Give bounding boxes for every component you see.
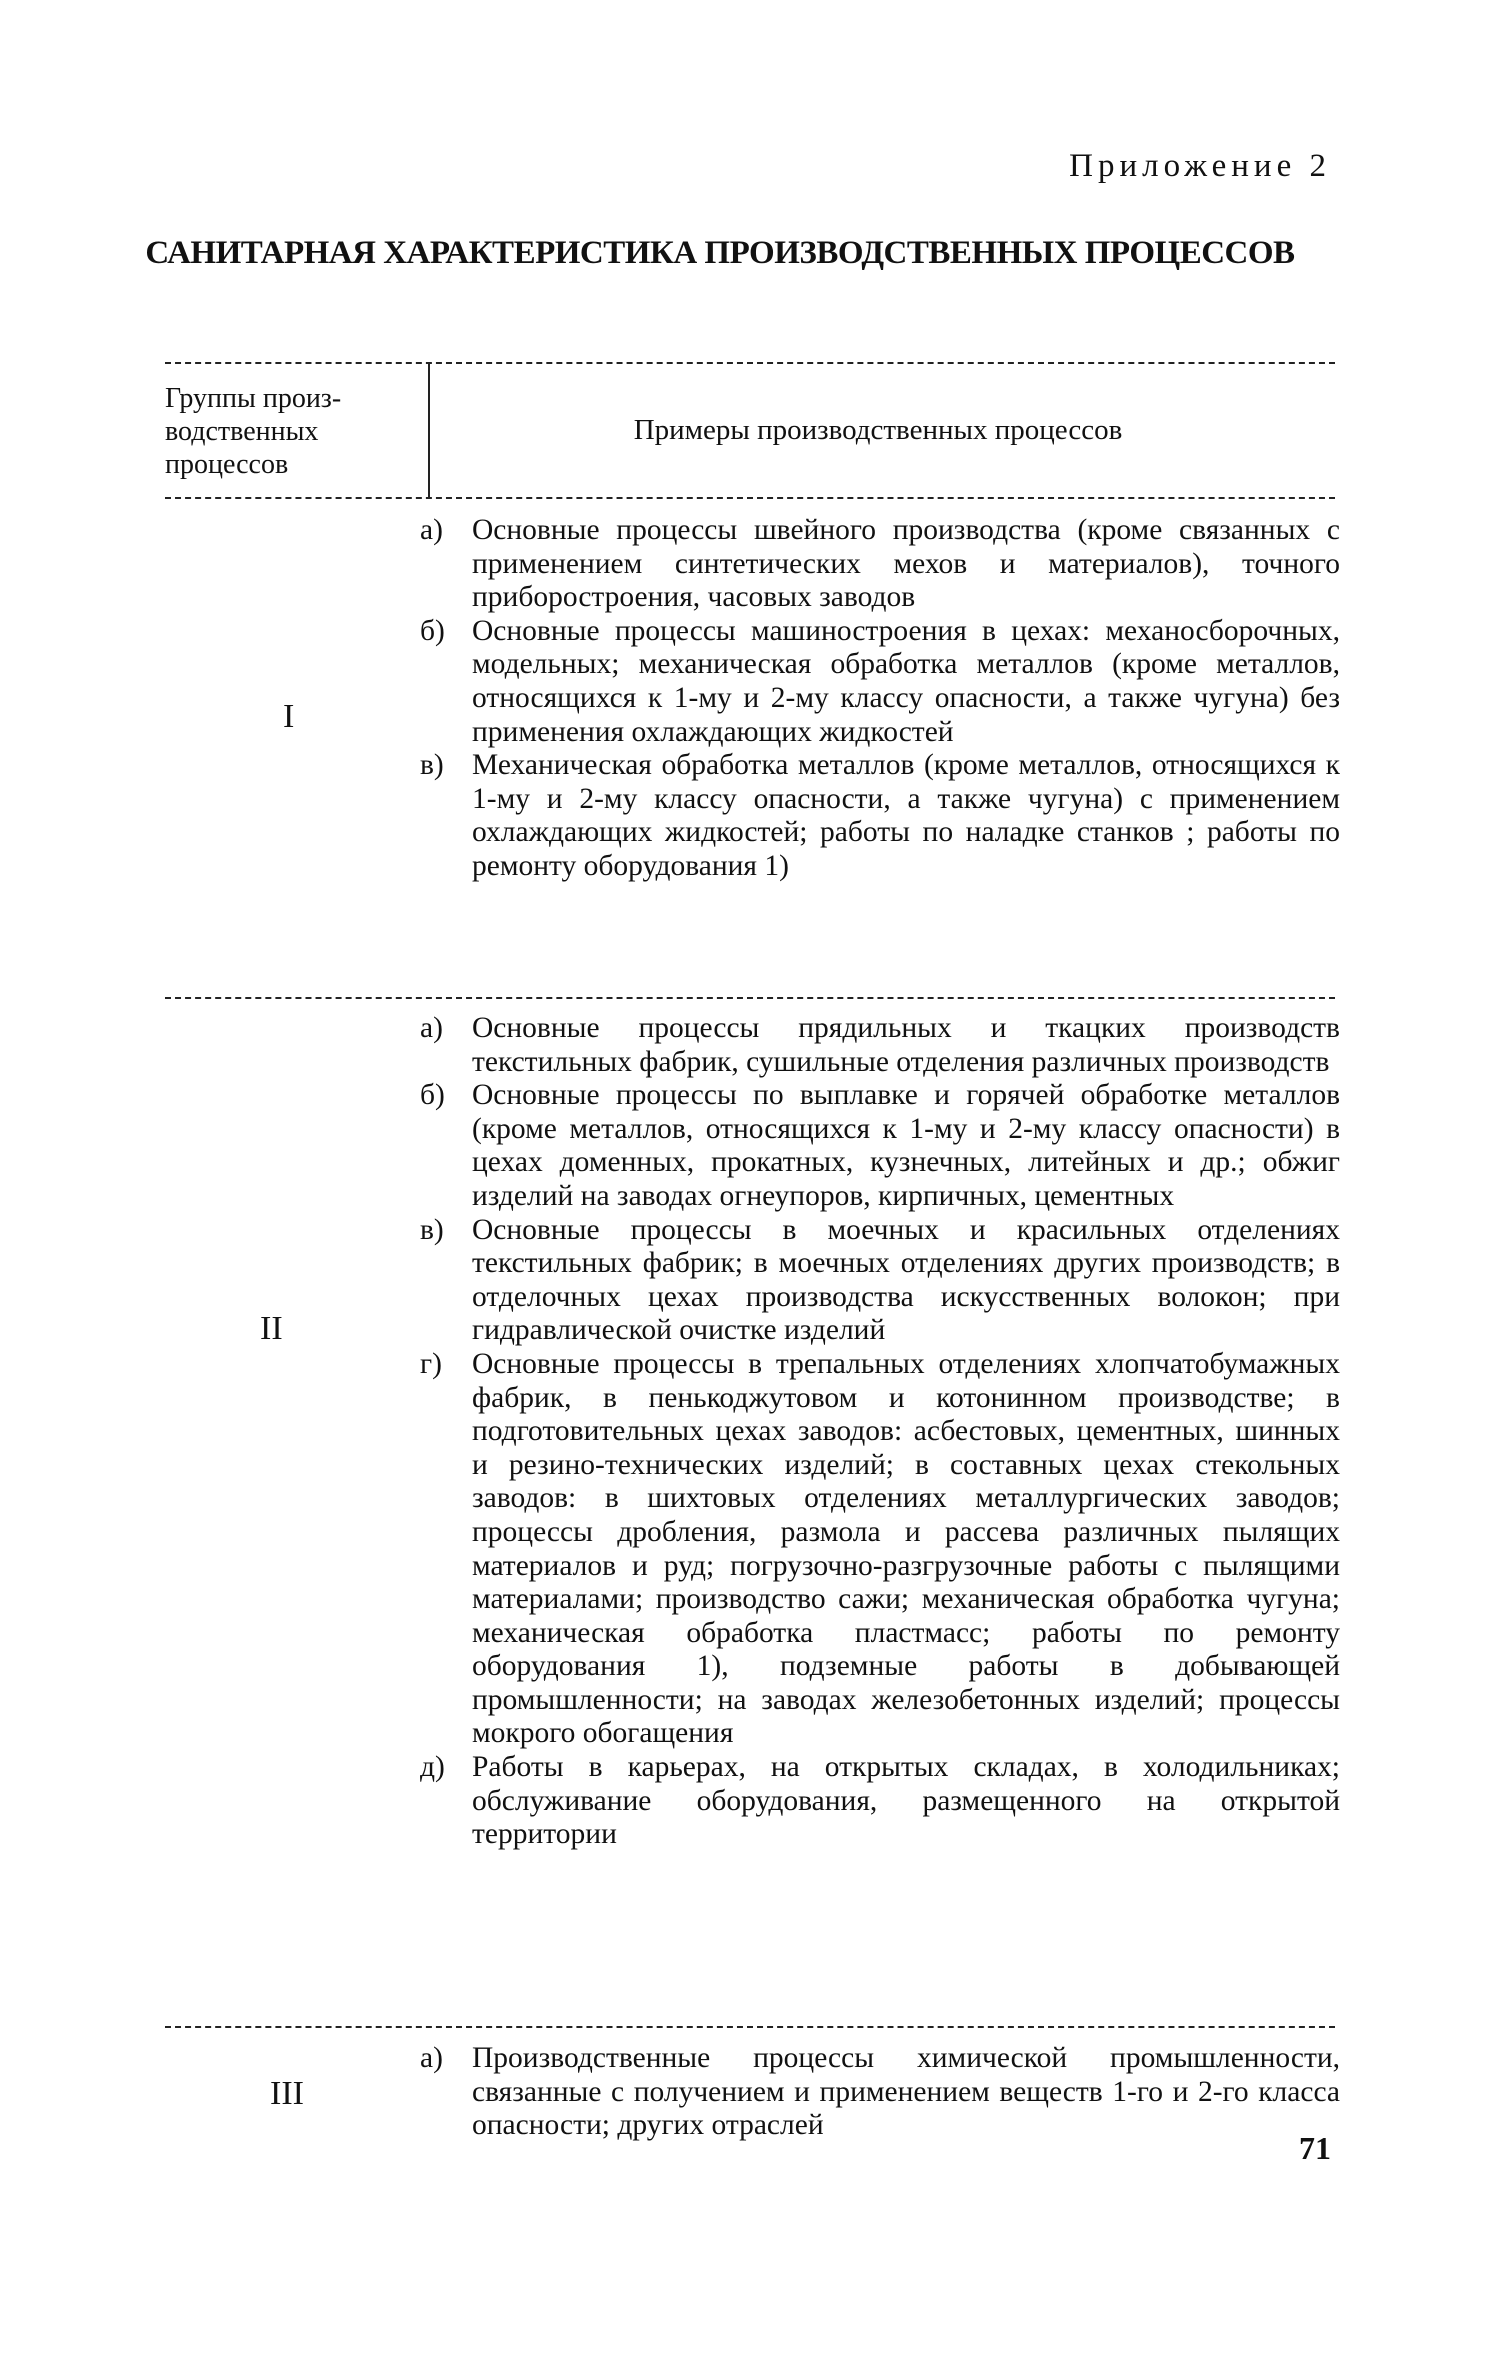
- group-divider-rule: [165, 2026, 1335, 2028]
- item-text: Производственные процессы химической промышленности, связанные с получением и применением веществ 1-го и 2-го класса опасности; других отраслей: [472, 2042, 1340, 2142]
- item-letter: г): [420, 1347, 442, 1380]
- list-item: [420, 615, 1340, 749]
- header-examples-cell: Примеры производственных процессов: [633, 414, 1123, 446]
- group-label-2: II: [260, 1310, 283, 1347]
- item-text: Механическая обработка металлов (кроме металлов, относящихся к 1-му и 2-му классу опасности, а также чугуна) с применением охлаждающих жидкостей; работы по наладке станков ; работы по ремонту оборудования 1): [472, 749, 1340, 882]
- group-divider-rule: [165, 997, 1335, 999]
- group-label-3: III: [270, 2075, 304, 2112]
- group-label-1: I: [283, 698, 295, 735]
- group-3-items: [420, 2042, 1340, 2143]
- list-item: [420, 514, 1340, 615]
- table-top-rule: [165, 362, 1335, 364]
- header-bottom-rule: [165, 497, 1335, 499]
- item-letter: д): [420, 1751, 445, 1784]
- list-item: [420, 2042, 1340, 2143]
- list-item: [420, 1079, 1340, 1213]
- item-text: Основные процессы машиностроения в цехах: механосборочных, модельных; механическая обработка металлов (кроме металлов, относящихся к 1-му и 2-му классу опасности, а также чугуна) без применения охлаждающих жидкостей: [472, 614, 1340, 748]
- item-letter: в): [420, 1213, 444, 1246]
- item-text: Основные процессы в трепальных отделениях хлопчатобумажных фабрик, в пенькоджутовом и котонинном производстве; в подготовительных цехах заводов: асбестовых, цементных, шинных и резино-технических изделий; в составных цехах стекольных заводов: в шихтовых отделениях металлургических заводов; процессы дробления, размола и рассева различных пылящих материалов и руд; погрузочно-разгрузочные работы с пылящими материалами; производство сажи; механическая обработка чугуна; механическая обработка пластмасс; работы по ремонту оборудования 1), подземные работы в добывающей промышленности; на заводах железобетонных изделий; процессы мокрого обогащения: [472, 1347, 1340, 1750]
- item-letter: а): [420, 2042, 443, 2074]
- item-text: Основные процессы прядильных и ткацких производств текстильных фабрик, сушильные отделения различных производств: [472, 1012, 1340, 1078]
- list-item: [420, 1214, 1340, 1348]
- group-2-items: [420, 1012, 1340, 1852]
- item-letter: в): [420, 749, 444, 782]
- item-letter: а): [420, 514, 443, 546]
- item-letter: б): [420, 614, 445, 647]
- header-groups-cell: Группы произ-водственных процессов: [165, 383, 342, 480]
- list-item: [420, 749, 1340, 883]
- list-item: [420, 1751, 1340, 1852]
- group-1-items: [420, 514, 1340, 884]
- item-text: Основные процессы швейного производства (кроме связанных с применением синтетических мехов и материалов), точного приборостроения, часовых заводов: [472, 514, 1340, 614]
- appendix-label: Приложение 2: [1069, 148, 1331, 184]
- page-number: 71: [1299, 2130, 1331, 2166]
- item-text: Основные процессы по выплавке и горячей обработке металлов (кроме металлов, относящихся к 1-му и 2-му классу опасности) в цехах доменных, прокатных, кузнечных, литейных и др.; обжиг изделий на заводах огнеупоров, кирпичных, цементных: [472, 1079, 1340, 1212]
- list-item: [420, 1348, 1340, 1751]
- list-item: [420, 1012, 1340, 1079]
- item-text: Работы в карьерах, на открытых складах, в холодильниках; обслуживание оборудования, размещенного на открытой территории: [472, 1751, 1340, 1851]
- item-letter: а): [420, 1012, 443, 1044]
- page-title: САНИТАРНАЯ ХАРАКТЕРИСТИКА ПРОИЗВОДСТВЕННЫХ ПРОЦЕССОВ: [145, 235, 1295, 271]
- item-letter: б): [420, 1079, 445, 1112]
- item-text: Основные процессы в моечных и красильных отделениях текстильных фабрик; в моечных отделениях других производств; в отделочных цехах производства искусственных волокон; при гидравлической очистке изделий: [472, 1213, 1340, 1347]
